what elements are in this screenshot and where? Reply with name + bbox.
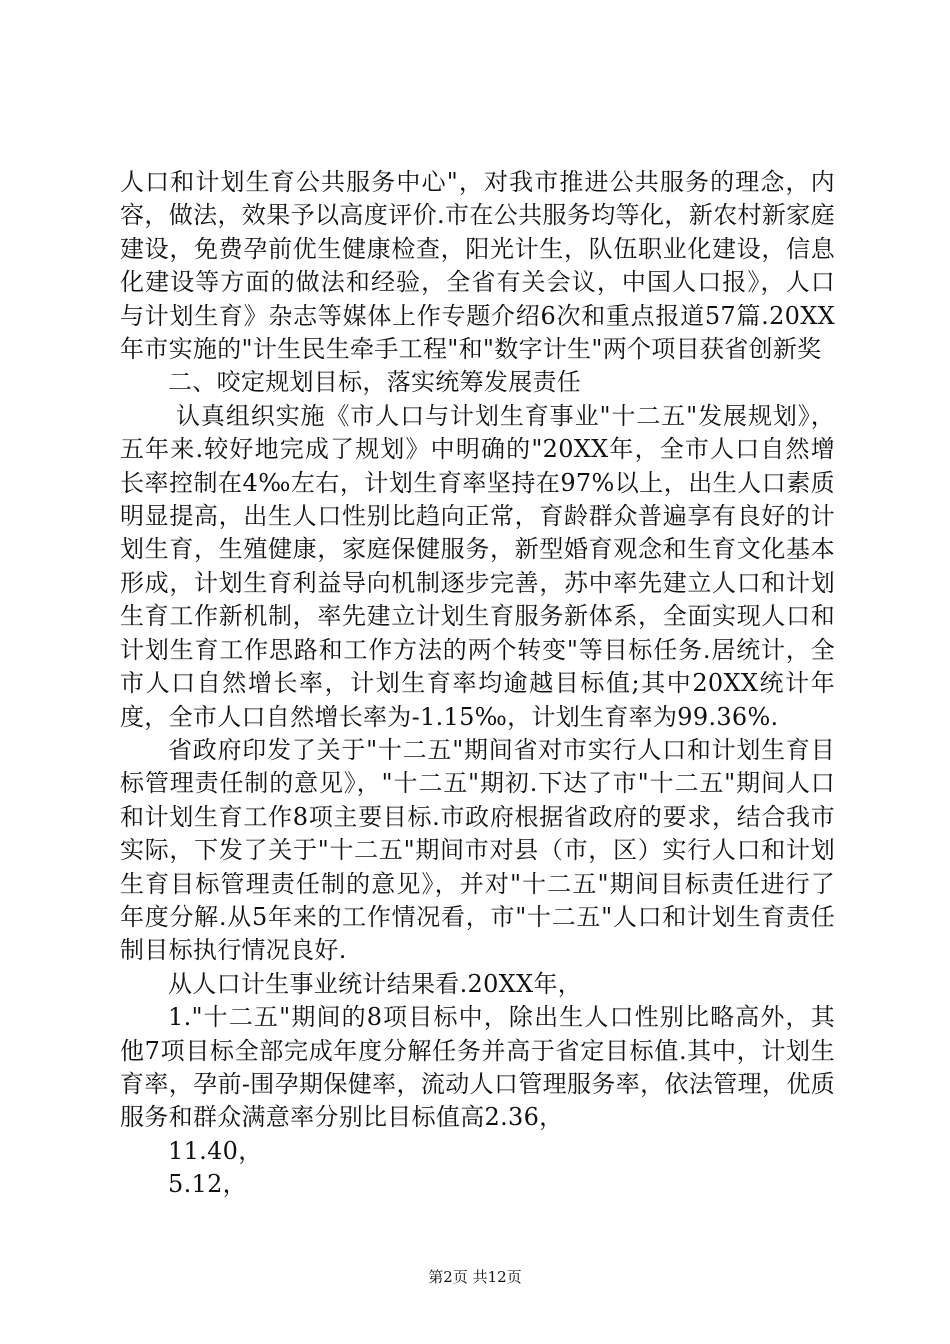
paragraph-4: 从人口计生事业统计结果看.20XX年， [168,969,583,998]
paragraph-3: 省政府印发了关于"十二五"期间省对市实行人口和计划生育目标管理责任制的意见》，"十二五"期初.下达了市"十二五"期间人口和计划生育工作8项主要目标.市政府根据省政府的要求，结合我市实际，下发了关于"十二五"期间市对县（市，区）实行人口和计划生育目标管理责任制的意见》，并对"十二五"期间目标责任进行了年度分解.从5年来的工作情况看，市"十二五"人口和计划生育责任制目标执行情况良好. [120,735,835,965]
body-text [120,166,835,1202]
paragraph-5: 1."十二五"期间的8项目标中，除出生人口性别比略高外，其他7项目标全部完成年度分解任务并高于省定目标值.其中，计划生育率，孕前-围孕期保健率，流动人口管理服务率，依法管理，优质服务和群众满意率分别比目标值高2.36， [120,1003,835,1132]
paragraph-2: 认真组织实施《市人口与计划生育事业"十二五"发展规划》，五年来.较好地完成了规划》中明确的"20XX年，全市人口自然增长率控制在4‰左右，计划生育率坚持在97%以上，出生人口素质明显提高，出生人口性别比趋向正常，育龄群众普遍享有良好的计划生育，生殖健康，家庭保健服务，新型婚育观念和生育文化基本形成，计划生育利益导向机制逐步完善，苏中率先建立人口和计划生育工作新机制，率先建立计划生育服务新体系，全面实现人口和计划生育工作思路和工作方法的两个转变"等目标任务.居统计，全市人口自然增长率，计划生育率均逾越目标值;其中20XX统计年度，全市人口自然增长率为-1.15‰，计划生育率为99.36%. [120,401,835,731]
section-heading-2: 二、咬定规划目标，落实统筹发展责任 [168,368,582,397]
paragraph-6: 11.40， [168,1136,263,1165]
paragraph-7: 5.12， [168,1170,247,1199]
paragraph-1: 人口和计划生育公共服务中心"，对我市推进公共服务的理念，内容，做法，效果予以高度评价.市在公共服务均等化，新农村新家庭建设，免费孕前优生健康检查，阳光计生，队伍职业化建设，信息化建设等方面的做法和经验，全省有关会议，中国人口报》，人口与计划生育》杂志等媒体上作专题介绍6次和重点报道57篇.20XX年市实施的"计生民生牵手工程"和"数字计生"两个项目获省创新奖 [120,168,835,364]
page-number-footer: 第2页 共12页 [428,1268,522,1286]
